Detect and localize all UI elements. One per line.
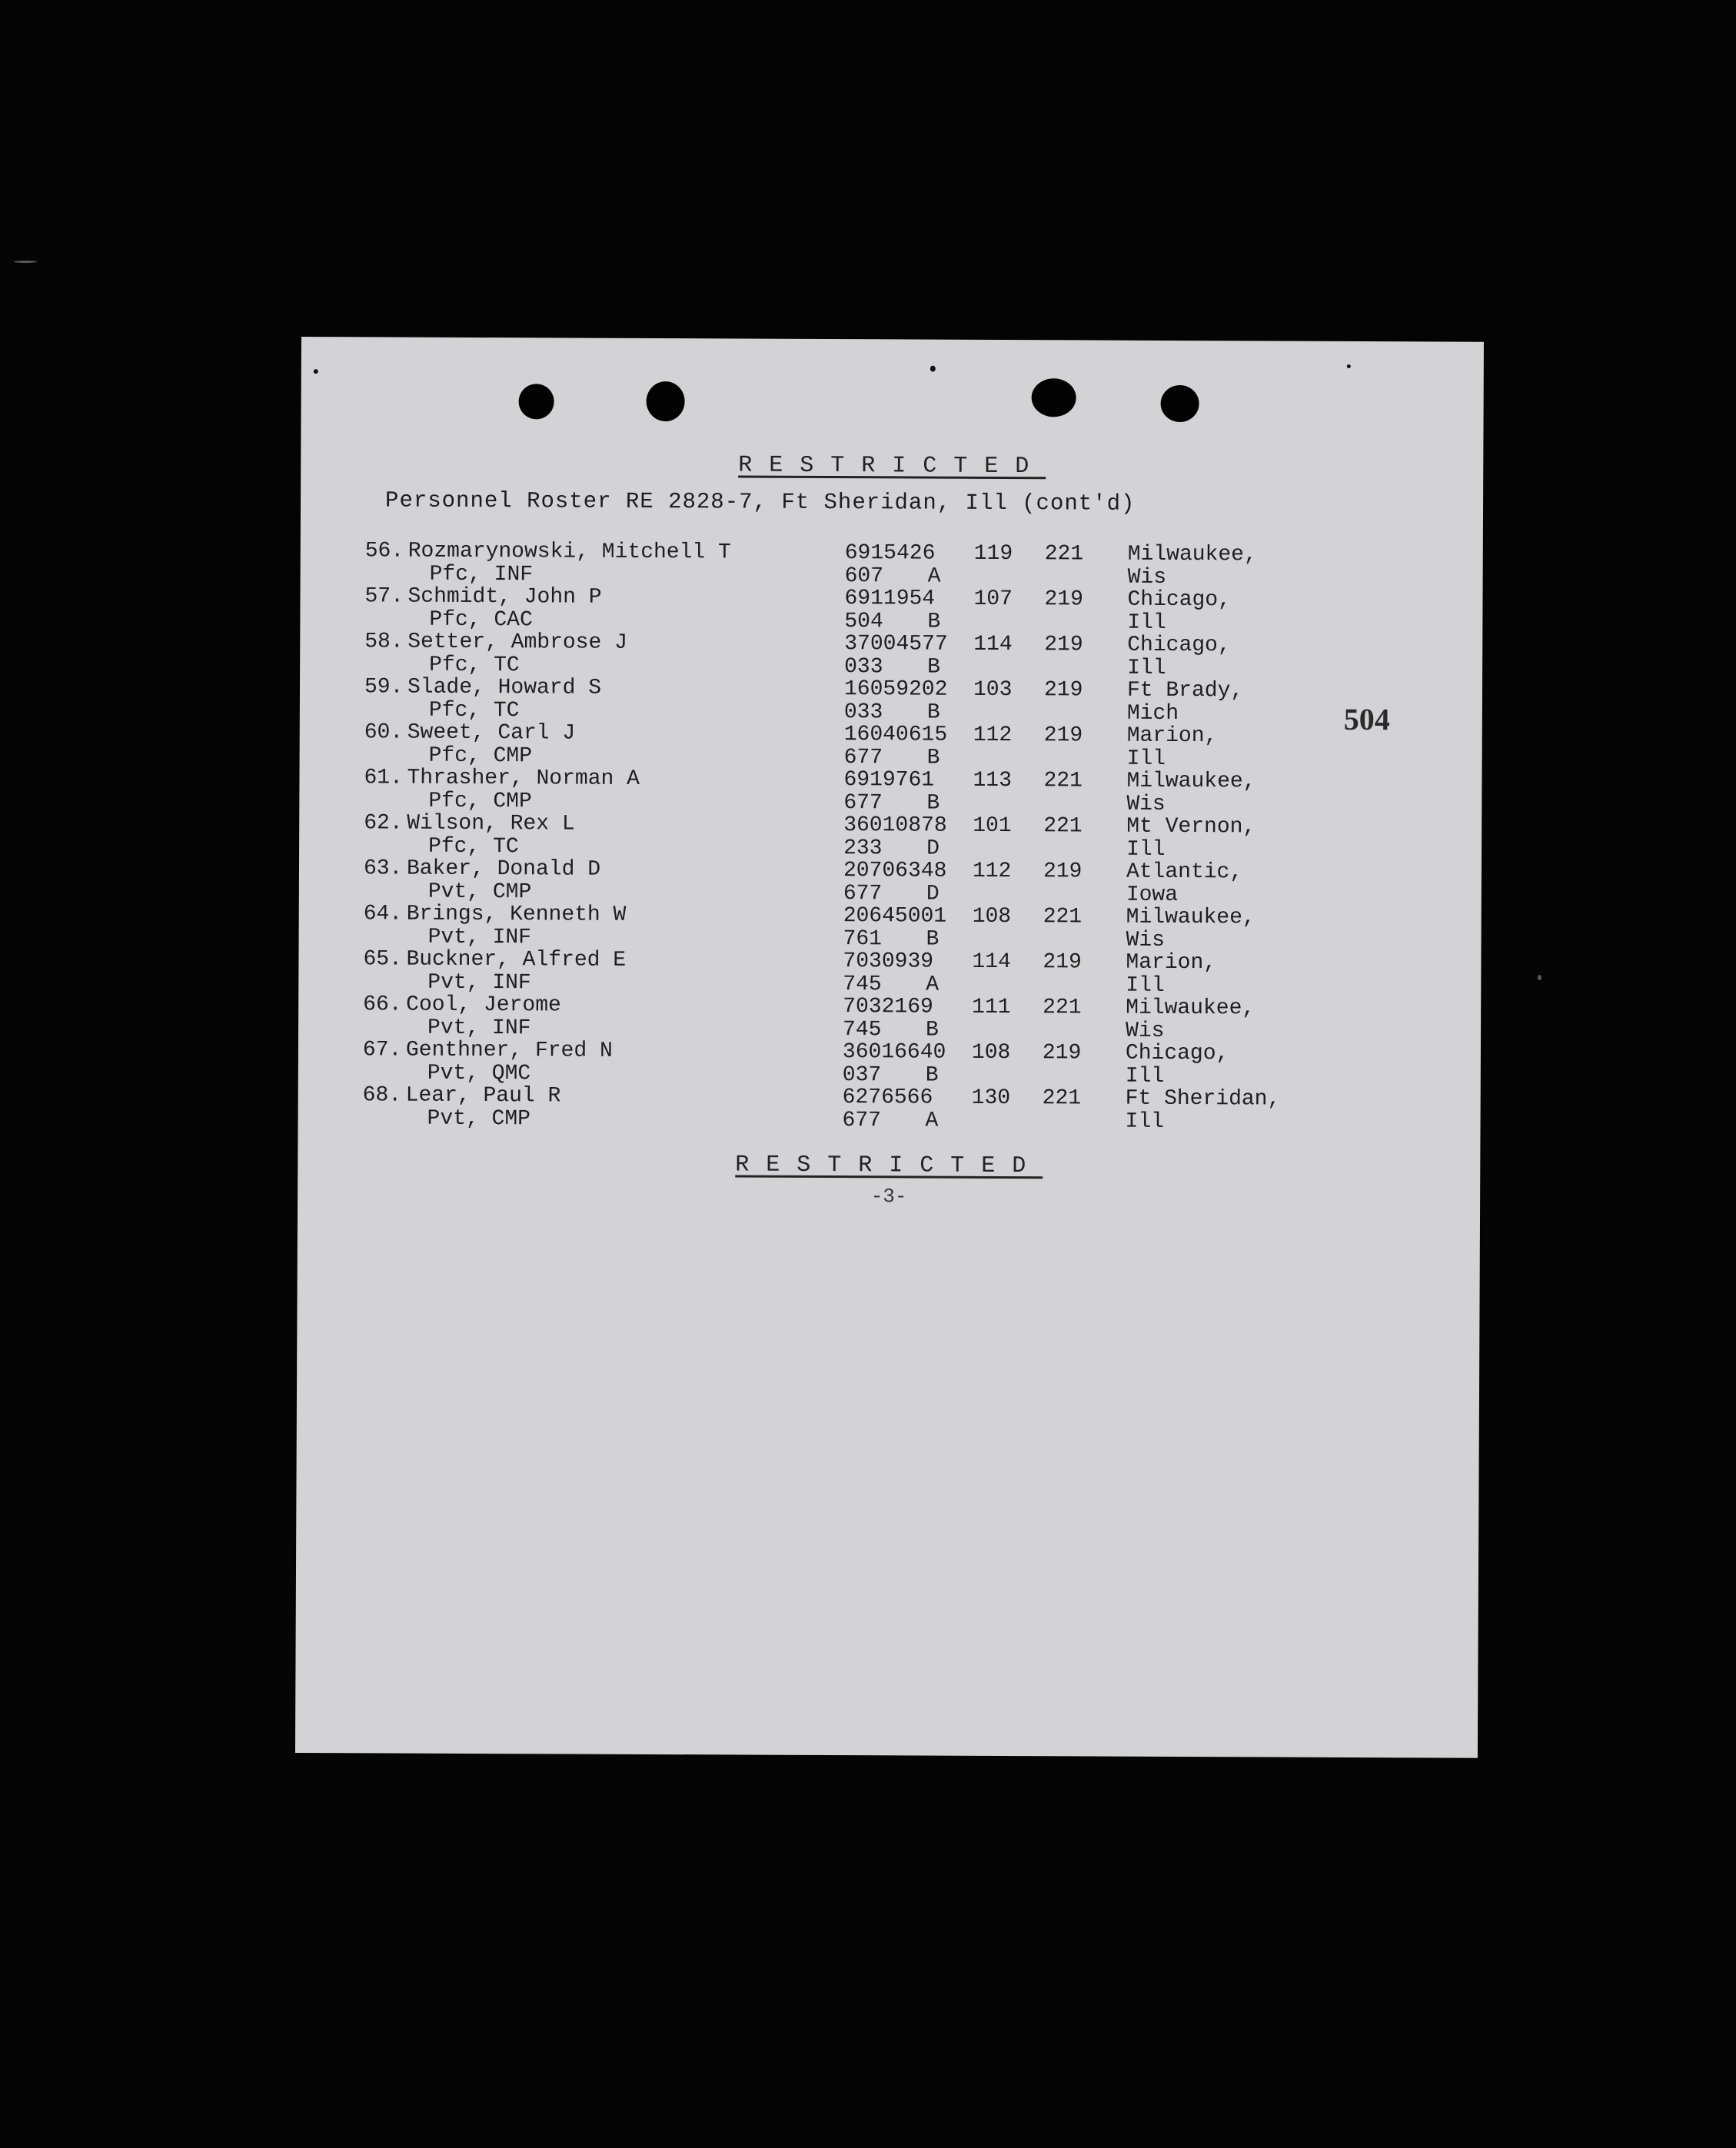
occupation-code: 504 [844,609,883,633]
grade-branch: Pfc, CAC [429,607,533,632]
entry-number: 58. [364,630,404,654]
column-four-value: 221 [1043,814,1083,839]
serial-number: 7032169 [843,995,933,1019]
home-city: Ft Brady, [1126,678,1244,703]
page-number: -3- [870,1185,907,1209]
class-letter: B [927,655,941,680]
grade-branch: Pfc, TC [429,653,520,677]
blank-cell [973,746,1044,770]
occupation-code: 607 [844,564,884,588]
code-and-letter [844,610,973,633]
occupation-code: 033 [844,654,883,679]
home-city: Ft Sheridan, [1125,1086,1281,1112]
class-letter: B [926,927,940,952]
member-name: Genthner, Fred N [405,1038,613,1063]
occupation-code: 677 [843,745,883,770]
occupation-code: 677 [843,790,883,815]
column-three-value: 108 [971,1040,1011,1066]
column-three-value: 112 [972,859,1012,884]
blank-cell [1043,838,1126,861]
grade-branch: Pfc, CMP [428,743,533,768]
class-letter: D [926,882,940,906]
home-city: Milwaukee, [1126,769,1256,794]
scanner-speck [1538,975,1541,980]
code-and-letter [843,1064,972,1087]
home-state: Ill [1126,837,1166,862]
home-state: Ill [1125,1064,1165,1089]
column-three-value: 112 [973,723,1013,748]
column-three-value: 101 [973,813,1012,839]
column-four-value: 219 [1043,723,1083,748]
column-four-value: 219 [1043,950,1082,975]
member-name: Setter, Ambrose J [407,630,627,655]
blank-cell [364,790,407,813]
occupation-code: 745 [843,1017,882,1042]
column-four-value: 219 [1043,678,1083,703]
member-name: Thrasher, Norman A [407,766,640,791]
code-and-letter [843,837,973,860]
serial-number: 16059202 [843,677,948,702]
blank-cell [971,1109,1042,1132]
punch-hole [519,384,554,419]
column-three-value: 114 [973,632,1013,657]
serial-number: 6276566 [842,1086,933,1110]
column-four-value: 221 [1042,1086,1082,1111]
blank-cell [364,608,407,631]
entry-number: 64. [363,902,403,926]
blank-cell [1043,1065,1126,1088]
home-state: Ill [1127,656,1166,680]
occupation-code: 761 [843,926,883,951]
home-state: Ill [1125,1109,1165,1134]
home-city: Marion, [1126,950,1217,976]
blank-cell [1043,793,1126,816]
roster-table [363,540,1359,1134]
column-three-value: 114 [972,949,1011,975]
code-and-letter [842,1109,971,1132]
serial-number: 6911954 [844,587,936,611]
column-three-value: 111 [972,995,1011,1020]
entry-number: 63. [363,856,403,881]
member-name: Lear, Paul R [405,1083,561,1109]
blank-cell [972,973,1043,996]
code-and-letter [844,656,973,679]
roster-body [363,540,1359,1134]
blank-cell [973,792,1043,815]
grade-branch: Pvt, CMP [427,1106,531,1131]
serial-number: 6915426 [844,541,936,566]
home-city: Atlantic, [1126,860,1243,885]
member-name: Brings, Kenneth W [406,902,627,927]
entry-number: 57. [364,584,404,609]
member-name: Rozmarynowski, Mitchell T [407,539,731,565]
entry-number: 61. [364,766,403,790]
blank-cell [973,701,1044,724]
home-state: Mich [1126,701,1179,726]
blank-cell [1043,1019,1126,1042]
occupation-code: 233 [843,836,883,860]
home-state: Wis [1126,1019,1165,1043]
blank-cell [363,1062,406,1085]
column-three-value: 130 [971,1086,1011,1111]
blank-cell [365,563,408,586]
column-four-value: 219 [1042,1041,1082,1066]
home-city: Milwaukee, [1126,996,1255,1021]
ink-speck [314,369,318,374]
serial-number: 20706348 [843,859,947,883]
blank-cell [973,928,1043,951]
member-name: Schmidt, John P [407,584,602,610]
home-city: Chicago, [1127,633,1231,658]
column-four-value: 219 [1043,860,1083,884]
serial-number: 16040615 [843,723,948,747]
blank-cell [973,837,1043,860]
serial-number: 20645001 [843,904,947,929]
entry-number: 59. [364,675,404,700]
blank-cell [974,565,1045,588]
blank-cell [364,880,407,903]
code-and-letter [843,792,973,815]
grade-branch: Pvt, INF [427,1016,531,1040]
ink-speck [930,366,936,372]
restricted-footer-stamp: RESTRICTED [735,1152,1043,1180]
home-state: Iowa [1126,883,1179,907]
code-and-letter [843,883,973,906]
member-name: Wilson, Rex L [407,811,575,836]
frame-number: 504 [1343,701,1390,737]
home-state: Ill [1126,973,1165,998]
column-three-value: 119 [973,541,1013,567]
home-state: Wis [1127,565,1167,590]
entry-number: 66. [363,993,402,1017]
home-city: Milwaukee, [1127,542,1257,567]
serial-number: 6919761 [843,768,935,793]
grade-branch: Pvt, CMP [427,879,532,904]
blank-cell [1043,883,1126,906]
punch-hole [1161,385,1199,422]
occupation-code: 677 [843,881,883,906]
home-city: Mt Vernon, [1126,814,1256,840]
home-city: Milwaukee, [1126,905,1255,930]
class-letter: B [926,791,940,816]
column-three-value: 108 [972,904,1012,929]
home-city: Chicago, [1127,587,1232,613]
code-and-letter [844,701,973,724]
class-letter: B [927,610,941,634]
code-and-letter [843,973,972,996]
member-name: Baker, Donald D [406,856,601,882]
home-state: Wis [1126,928,1166,953]
class-letter: A [926,973,940,997]
class-letter: D [926,836,940,861]
entry-number: 67. [362,1038,402,1062]
home-city: Chicago, [1125,1041,1229,1066]
home-state: Ill [1127,610,1166,635]
blank-cell [973,883,1043,906]
home-state: Wis [1126,792,1166,816]
blank-cell [973,656,1044,679]
serial-number: 37004577 [844,632,948,657]
column-four-value: 219 [1044,587,1084,612]
entry-number: 68. [362,1083,402,1108]
blank-cell [363,1107,406,1130]
blank-cell [363,1016,406,1039]
column-three-value: 103 [973,677,1013,703]
grade-branch: Pfc, TC [428,834,519,859]
code-and-letter [843,928,973,951]
blank-cell [1043,974,1126,997]
punch-hole [647,381,685,421]
class-letter: A [927,564,941,589]
column-four-value: 221 [1044,542,1084,567]
grade-branch: Pfc, TC [428,698,520,723]
member-name: Sweet, Carl J [407,720,576,746]
blank-cell [972,1064,1043,1087]
occupation-code: 677 [842,1108,882,1132]
member-name: Buckner, Alfred E [406,947,627,973]
blank-cell [364,926,407,949]
blank-cell [1044,702,1127,725]
blank-cell [1045,566,1128,589]
roster-title: Personnel Roster RE 2828-7, Ft Sheridan, Ill (cont'd) [384,487,1136,517]
member-name: Cool, Jerome [406,993,561,1018]
serial-number: 36010878 [843,813,947,838]
member-name: Slade, Howard S [407,675,602,700]
blank-cell [1042,1110,1125,1133]
blank-cell [363,971,406,994]
code-and-letter [845,565,974,588]
entry-number: 65. [363,947,402,972]
grade-branch: Pfc, INF [429,562,534,587]
restricted-header-stamp: RESTRICTED [738,452,1046,480]
column-three-value: 113 [973,768,1012,793]
scanner-speck [14,261,37,263]
class-letter: B [926,700,940,725]
entry-number: 56. [364,539,404,564]
grade-branch: Pvt, QMC [427,1061,531,1086]
code-and-letter [843,1019,972,1042]
occupation-code: 745 [843,972,882,996]
blank-cell [972,1019,1043,1042]
blank-cell [364,835,407,858]
blank-cell [1043,929,1126,952]
serial-number: 7030939 [843,949,934,974]
class-letter: A [925,1109,939,1133]
column-four-value: 219 [1044,633,1083,657]
punch-hole [1032,378,1076,417]
blank-cell [1044,611,1127,634]
code-and-letter [844,746,973,770]
serial-number: 36016640 [842,1040,946,1065]
entry-number: 62. [364,811,403,836]
grade-branch: Pvt, INF [427,970,531,995]
class-letter: B [925,1063,939,1088]
blank-cell [1044,657,1127,680]
home-city: Marion, [1126,723,1218,749]
column-three-value: 107 [973,587,1013,612]
class-letter: B [926,746,940,770]
document-page [295,337,1484,1758]
column-four-value: 221 [1043,996,1082,1020]
column-four-value: 221 [1043,905,1083,929]
blank-cell [364,699,407,722]
entry-number: 60. [364,720,404,745]
blank-cell [1044,747,1127,770]
class-letter: B [926,1018,939,1042]
occupation-code: 037 [842,1062,882,1087]
column-four-value: 221 [1043,769,1083,793]
home-state: Ill [1126,746,1166,771]
blank-cell [364,653,407,677]
grade-branch: Pfc, CMP [428,789,532,813]
blank-cell [973,610,1044,633]
grade-branch: Pvt, INF [427,925,532,949]
blank-cell [364,744,407,767]
ink-speck [1347,364,1351,368]
occupation-code: 033 [843,700,883,724]
